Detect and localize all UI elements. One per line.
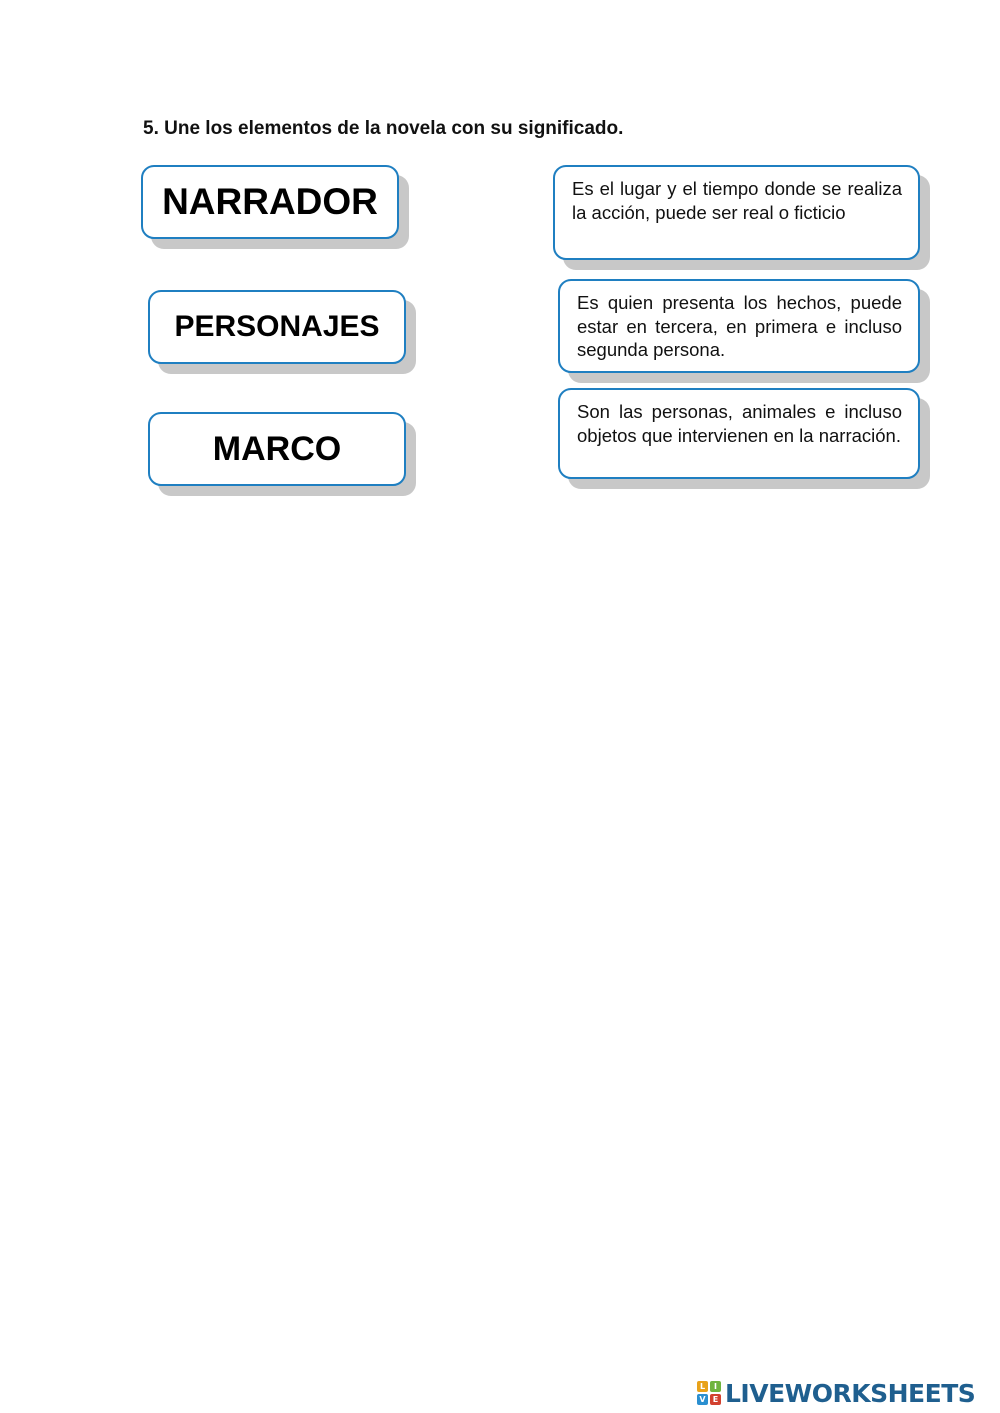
term-card-personajes[interactable]: [148, 290, 406, 364]
definition-card-narrador[interactable]: [558, 279, 920, 373]
logo-badge-letter: L: [697, 1381, 708, 1392]
term-label: MARCO: [212, 429, 342, 468]
definition-text: Es quien presenta los hechos, puede estar en tercera, en primera e incluso segunda persona.: [577, 292, 902, 360]
liveworksheets-logo[interactable]: [697, 1378, 975, 1408]
term-card-marco[interactable]: [148, 412, 406, 486]
instruction-heading: 5. Une los elementos de la novela con su significado.: [143, 118, 624, 139]
logo-badge-letter: V: [697, 1394, 708, 1405]
logo-text: LIVEWORKSHEETS: [725, 1378, 976, 1408]
definition-card-marco[interactable]: [553, 165, 920, 260]
definition-text: Son las personas, animales e incluso objetos que intervienen en la narración.: [577, 401, 902, 446]
definition-text: Es el lugar y el tiempo donde se realiza la acción, puede ser real o ficticio: [572, 178, 902, 223]
term-card-narrador[interactable]: [141, 165, 399, 239]
logo-badge-letter: I: [710, 1381, 721, 1392]
term-label: PERSONAJES: [174, 310, 380, 343]
logo-badge-letter: E: [710, 1394, 721, 1405]
logo-badge-icon: [697, 1381, 721, 1405]
definition-card-personajes[interactable]: [558, 388, 920, 479]
term-label: NARRADOR: [162, 181, 378, 222]
